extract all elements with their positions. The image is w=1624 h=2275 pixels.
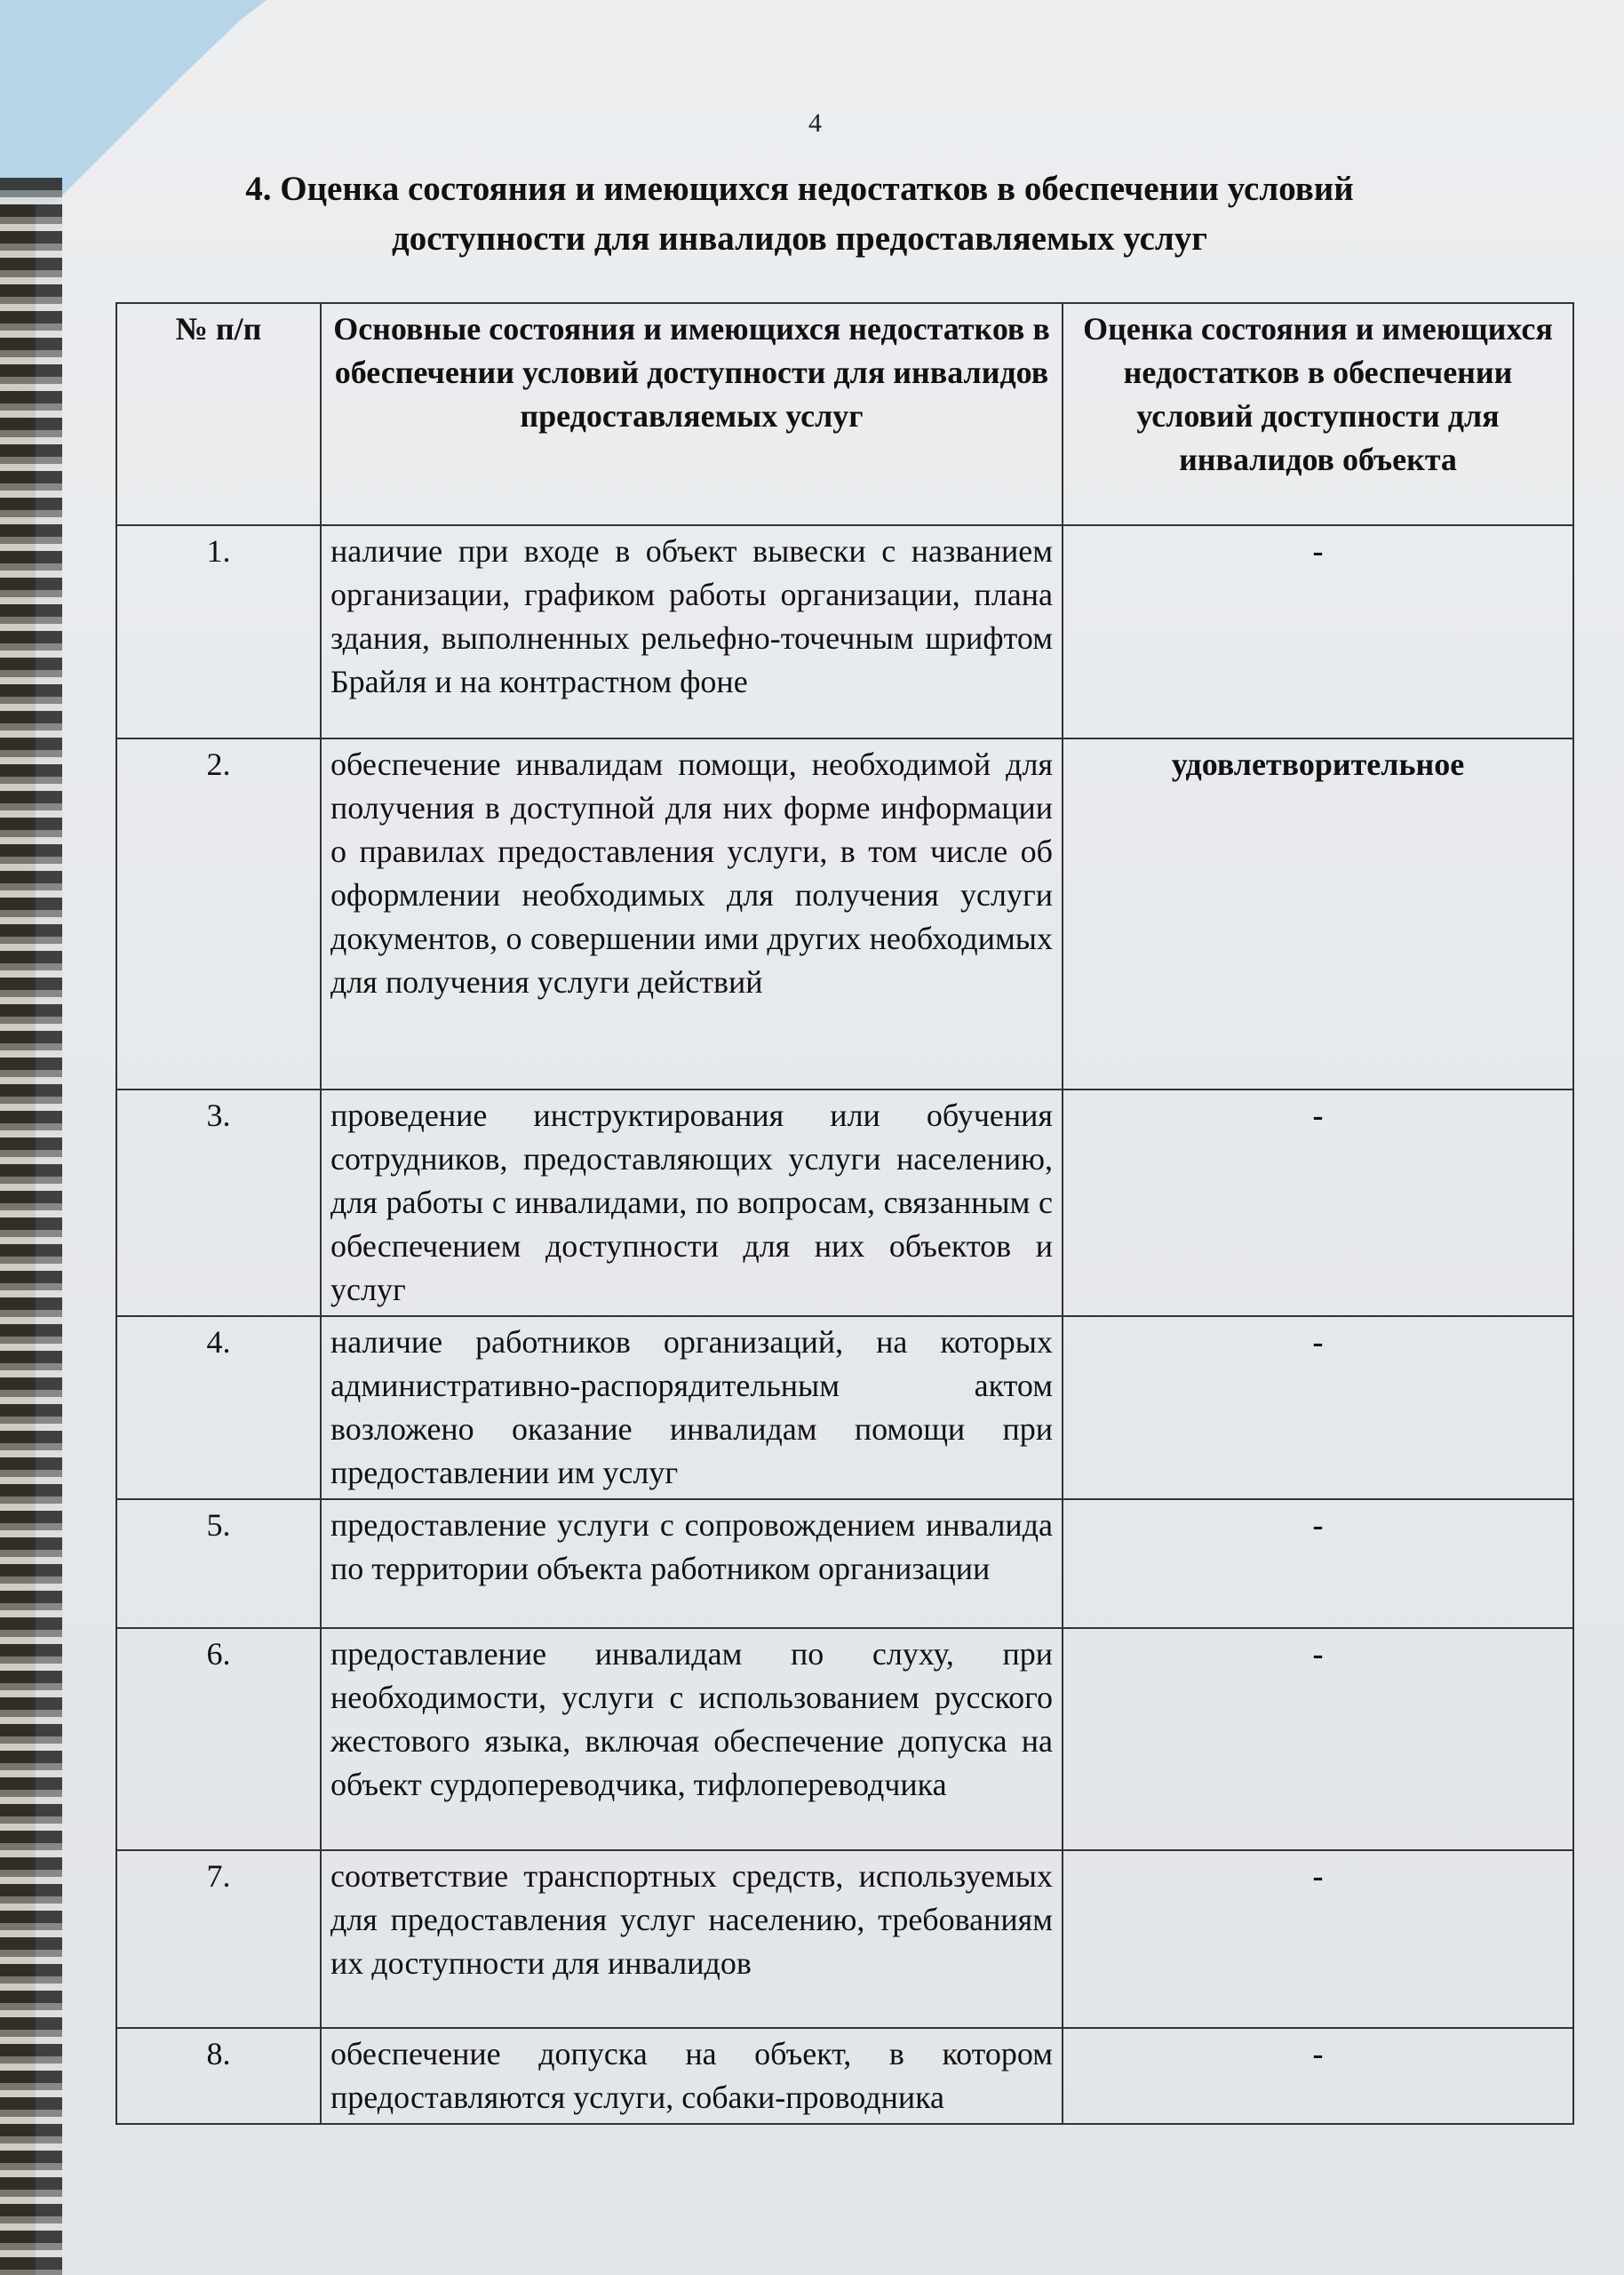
header-number: № п/п bbox=[116, 303, 321, 525]
row-text: проведение инструктирования или обучения сотрудников, предоставляющих услуги населению, для работы с инвалидами, по вопросам, связанным с обеспечением доступности для них объектов и услуг bbox=[321, 1090, 1063, 1316]
table-row bbox=[116, 738, 1573, 1090]
row-text: обеспечение инвалидам помощи, необходимой для получения в доступной для них форме информации о правилах предоставления услуги, в том числе об оформлении необходимых для получения услуги документов, о совершении ими других необходимых для получения услуги действий bbox=[321, 738, 1063, 1090]
row-number: 7. bbox=[116, 1850, 321, 2028]
section-title: 4. Оценка состояния и имеющихся недостатков в обеспечении условий доступности для инвалидов предоставляемых услуг bbox=[245, 170, 1354, 258]
page-number: 4 bbox=[808, 108, 822, 138]
table-row bbox=[116, 1850, 1573, 2028]
row-value: удовлетворительное bbox=[1063, 738, 1573, 1090]
table-row bbox=[116, 1090, 1573, 1316]
row-number: 5. bbox=[116, 1499, 321, 1628]
row-value: - bbox=[1063, 525, 1573, 738]
row-text: обеспечение допуска на объект, в котором предоставляются услуги, собаки-проводника bbox=[321, 2028, 1063, 2124]
row-number: 1. bbox=[116, 525, 321, 738]
row-value: - bbox=[1063, 1090, 1573, 1316]
accessibility-assessment-table bbox=[115, 302, 1574, 2125]
row-value: - bbox=[1063, 1628, 1573, 1850]
table-row bbox=[116, 2028, 1573, 2124]
row-value: - bbox=[1063, 1499, 1573, 1628]
row-text: наличие работников организаций, на которых административно-распорядительным актом возложено оказание инвалидам помощи при предоставлении им услуг bbox=[321, 1316, 1063, 1499]
row-value: - bbox=[1063, 2028, 1573, 2124]
header-assessment: Оценка состояния и имеющихся недостатков в обеспечении условий доступности для инвалидов объекта bbox=[1063, 303, 1573, 525]
table-row bbox=[116, 525, 1573, 738]
table-row bbox=[116, 1628, 1573, 1850]
row-number: 3. bbox=[116, 1090, 321, 1316]
row-text: предоставление инвалидам по слуху, при необходимости, услуги с использованием русского жестового языка, включая обеспечение допуска на объект сурдопереводчика, тифлопереводчика bbox=[321, 1628, 1063, 1850]
header-condition: Основные состояния и имеющихся недостатков в обеспечении условий доступности для инвалидов предоставляемых услуг bbox=[321, 303, 1063, 525]
table-row bbox=[116, 1499, 1573, 1628]
row-text: соответствие транспортных средств, используемых для предоставления услуг населению, требованиям их доступности для инвалидов bbox=[321, 1850, 1063, 2028]
row-text: наличие при входе в объект вывески с названием организации, графиком работы организации, плана здания, выполненных рельефно-точечным шрифтом Брайля и на контрастном фоне bbox=[321, 525, 1063, 738]
row-value: - bbox=[1063, 1850, 1573, 2028]
row-number: 2. bbox=[116, 738, 321, 1090]
table-row bbox=[116, 1316, 1573, 1499]
row-value: - bbox=[1063, 1316, 1573, 1499]
row-number: 8. bbox=[116, 2028, 321, 2124]
row-number: 4. bbox=[116, 1316, 321, 1499]
binding-edge bbox=[0, 178, 62, 2275]
table-header-row bbox=[116, 303, 1573, 525]
row-text: предоставление услуги с сопровождением инвалида по территории объекта работником организации bbox=[321, 1499, 1063, 1628]
row-number: 6. bbox=[116, 1628, 321, 1850]
